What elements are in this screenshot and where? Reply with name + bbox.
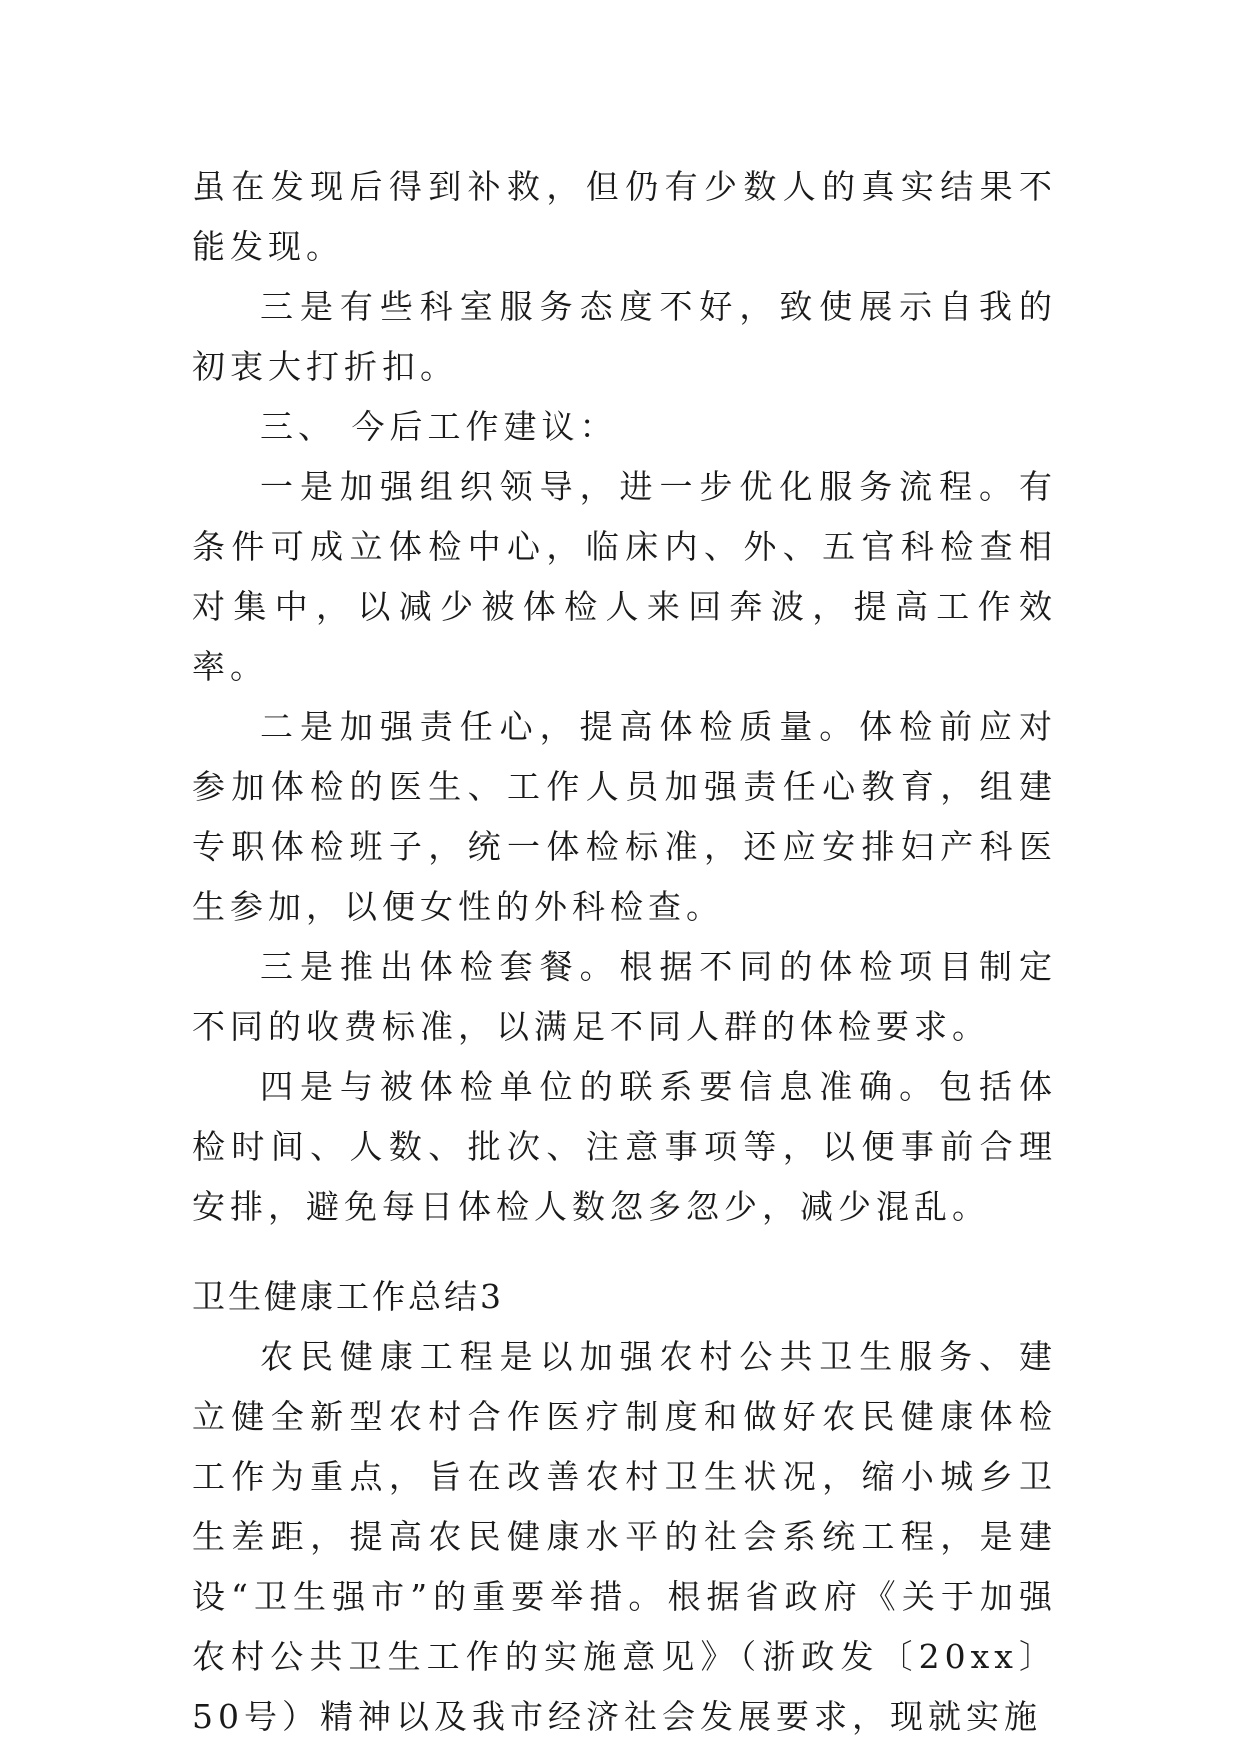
body-paragraph: 虽在发现后得到补救，但仍有少数人的真实结果不能发现。 bbox=[192, 167, 1057, 266]
paragraph-group-2 bbox=[192, 1327, 1057, 1747]
body-paragraph: 四是与被体检单位的联系要信息准确。包括体检时间、人数、批次、注意事项等，以便事前合理安排，避免每日体检人数忽多忽少，减少混乱。 bbox=[192, 1067, 1057, 1226]
body-paragraph: 一是加强组织领导，进一步优化服务流程。有条件可成立体检中心，临床内、外、五官科检查相对集中，以减少被体检人来回奔波，提高工作效率。 bbox=[192, 467, 1057, 686]
body-paragraph: 三是有些科室服务态度不好，致使展示自我的初衷大打折扣。 bbox=[192, 287, 1057, 386]
body-paragraph: 三、 今后工作建议： bbox=[260, 407, 618, 446]
body-paragraph: 二是加强责任心，提高体检质量。体检前应对参加体检的医生、工作人员加强责任心教育，组建专职体检班子，统一体检标准，还应安排妇产科医生参加，以便女性的外科检查。 bbox=[192, 707, 1057, 926]
section-title: 卫生健康工作总结3 bbox=[192, 1277, 504, 1316]
section-spacer bbox=[192, 1237, 1057, 1267]
paragraph-group-1 bbox=[192, 157, 1057, 1237]
document-body bbox=[192, 157, 1057, 1747]
body-paragraph: 农民健康工程是以加强农村公共卫生服务、建立健全新型农村合作医疗制度和做好农民健康体检工作为重点，旨在改善农村卫生状况，缩小城乡卫生差距，提高农民健康水平的社会系统工程，是建设“卫生强市”的重要举措。根据省政府《关于加强农村公共卫生工作的实施意见》（浙政发〔20xx〕50号）精神以及我市经济社会发展要求，现就实施 bbox=[192, 1337, 1057, 1736]
body-paragraph: 三是推出体检套餐。根据不同的体检项目制定不同的收费标准，以满足不同人群的体检要求。 bbox=[192, 947, 1057, 1046]
